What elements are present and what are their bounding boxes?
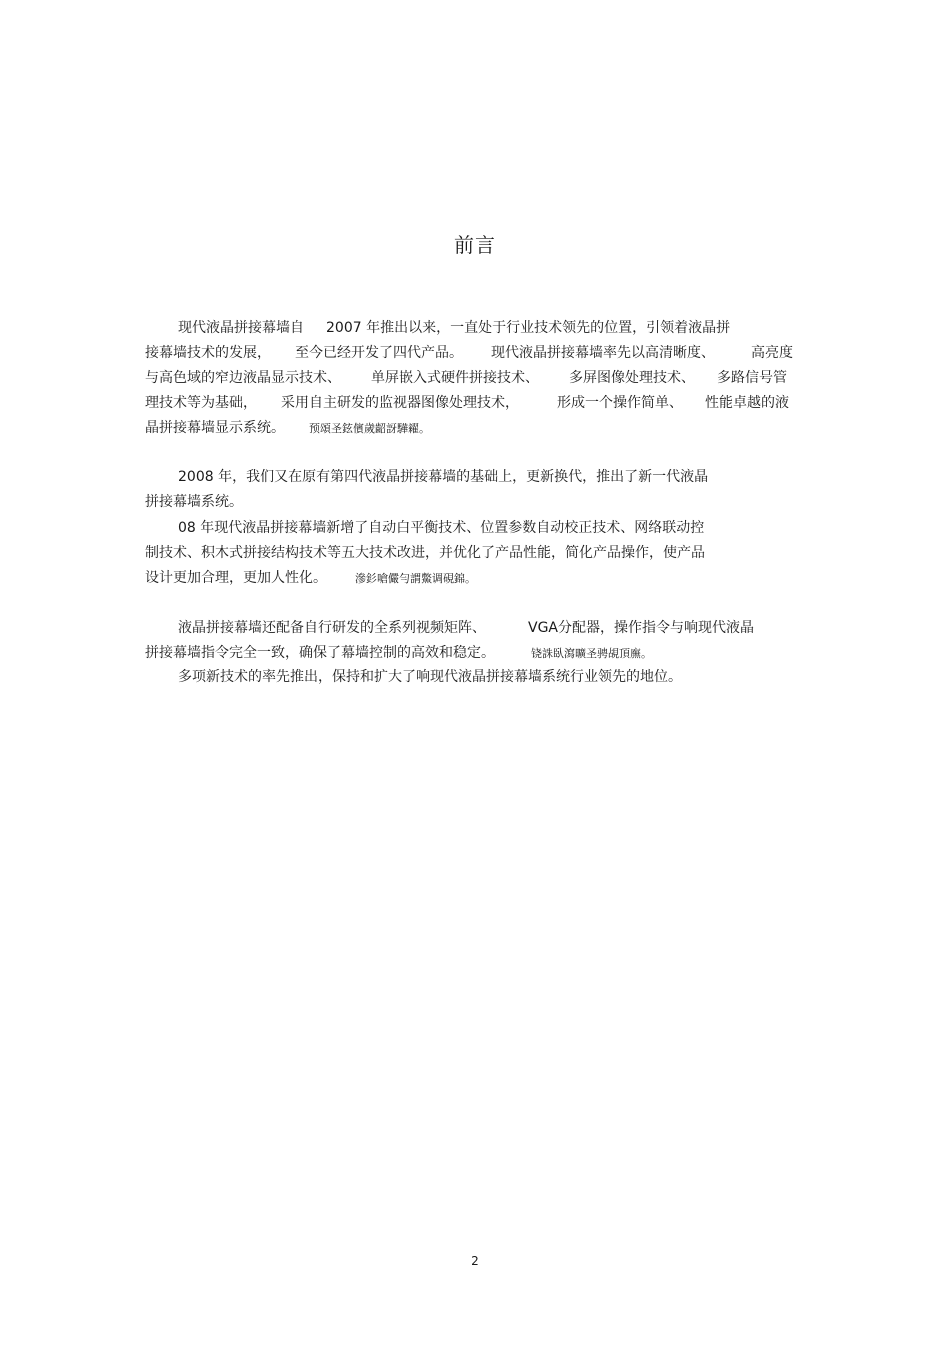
text-segment: 现代液晶拼接幕墙自 [178,320,304,336]
text-segment: 采用自主研发的监视器图像处理技术， [281,395,519,411]
text-segment: 多路信号管 [717,370,787,386]
text-segment: 至今已经开发了四代产品。 [295,345,463,361]
text-segment: VGA分配器，操作指令与响现代液晶 [528,620,755,636]
paragraph-4-line-3: 多项新技术的率先推出，保持和扩大了响现代液晶拼接幕墙系统行业领先的地位。 [178,669,682,685]
paragraph-2-line-1: 2008 年，我们又在原有第四代液晶拼接幕墙的基础上，更新换代，推出了新一代液晶 [178,469,709,485]
text-segment: 晶拼接幕墙显示系统。 [145,420,285,436]
paragraph-3-line-1: 08 年现代液晶拼接幕墙新增了自动白平衡技术、位置参数自动校正技术、网络联动控 [178,520,705,536]
paragraph-1-line-1 [178,318,730,338]
paragraph-1-line-5 [145,418,430,439]
page-title: 前言 [454,233,496,257]
garbled-text: 预頌圣鉉儐歲齠訝驊糴。 [309,422,430,435]
paragraph-4-line-1 [178,618,754,638]
text-segment: 与高色域的窄边液晶显示技术、 [145,370,341,386]
text-segment: 理技术等为基础， [145,395,257,411]
paragraph-2-line-2: 拼接幕墙系统。 [145,494,243,510]
paragraph-3-line-3 [145,568,476,589]
paragraph-4-line-2 [145,643,652,664]
paragraph-3-line-2: 制技术、积木式拼接结构技术等五大技术改进，并优化了产品性能，简化产品操作，使产品 [145,545,705,561]
garbled-text: 铙誅臥瀉曠圣骋覘頂廡。 [531,647,652,660]
text-segment: 液晶拼接幕墙还配备自行研发的全系列视频矩阵、 [178,620,486,636]
text-segment: 拼接幕墙指令完全一致，确保了幕墙控制的高效和稳定。 [145,645,495,661]
text-segment: 现代液晶拼接幕墙率先以高清晰度、 [491,345,715,361]
text-segment: 形成一个操作简单、 [557,395,683,411]
garbled-text: 滲釤嗆儼勻謂鱉调硯錦。 [355,572,476,585]
text-segment: 2007 年推出以来，一直处于行业技术领先的位置，引领着液晶拼 [326,320,731,336]
text-segment: 接幕墙技术的发展， [145,345,271,361]
text-segment: 设计更加合理，更加人性化。 [145,570,327,586]
paragraph-1-line-2 [145,343,793,363]
text-segment: 多屏图像处理技术、 [569,370,695,386]
page-number: 2 [471,1254,479,1268]
text-segment: 性能卓越的液 [705,395,789,411]
paragraph-1-line-3 [145,368,787,388]
text-segment: 高亮度 [751,345,793,361]
text-segment: 单屏嵌入式硬件拼接技术、 [371,370,539,386]
paragraph-1-line-4 [145,393,789,413]
